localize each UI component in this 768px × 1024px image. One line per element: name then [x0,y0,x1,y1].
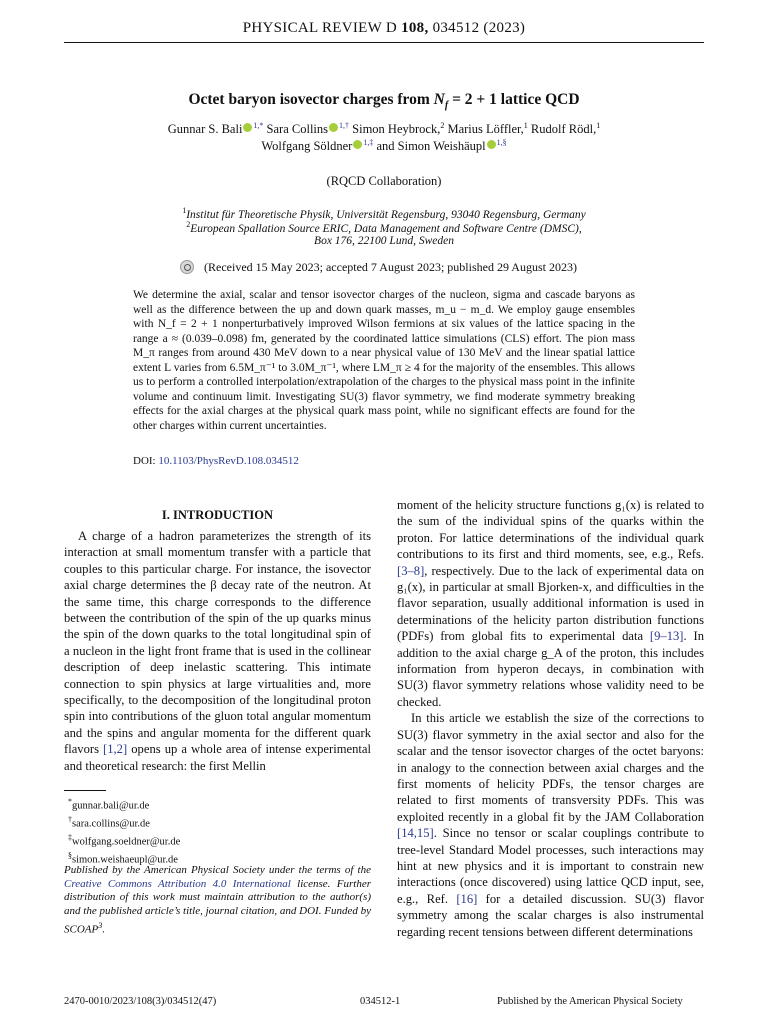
author-sup: 2 [440,121,445,130]
affiliation-text: Institut für Theoretische Physik, Universität Regensburg, 93040 Regensburg, Germany [186,208,586,221]
right-text: . In addition to the axial charge g_A of the proton, this includes information from hyperon decays, in combination with SU(3) flavor symmetry relations whose validity need to be checked. [397,629,704,709]
footnote-mark: * [68,797,72,806]
journal-header [0,20,768,37]
doi-label: DOI: [133,455,159,467]
article-number: 034512 (2023) [428,20,526,36]
footnotes [68,795,180,867]
intro-paragraph: A charge of a hadron parameterizes the strength of its interaction at small momentum transfer with a particle that couples to this particular charge. For instance, the isovector axial charge determines the β decay rate of the neutron. At the same time, this charge corresponds to the difference between the contribution of the spin of the up quarks minus the spin of the down quarks to the total longitudinal spin of a nucleon in the light front frame that is used in the collinear description of deep inelastic scattering. This intimate connection to spin physics at large virtualities and, more specifically, to the decomposition of the longitudinal proton spin into contributions of the gluon total angular momentum and the spins and angular momenta for the different quark flavors [64,529,371,757]
citation-link[interactable]: [9–13] [649,629,684,644]
author-bali[interactable]: Gunnar S. Bali [167,122,243,137]
author-loeffler: Marius Löffler, [447,122,524,137]
footnote-mark: § [68,851,72,860]
author-line-2 [64,138,704,154]
title-suffix: = 2 + 1 lattice QCD [448,91,580,108]
footnote-mark: ‡ [68,833,72,842]
orcid-icon[interactable] [353,140,362,149]
affiliation-2 [64,220,704,235]
citation-link[interactable]: [3–8] [397,563,425,578]
footnote-rule [64,790,106,791]
license-text: Published by the American Physical Society under the terms of the [64,864,371,876]
citation-link[interactable]: [14,15] [397,826,434,841]
author-sup[interactable]: 1,‡ [363,138,374,147]
abstract: We determine the axial, scalar and tensor isovector charges of the nucleon, sigma and cascade baryons as well as the difference between the up and down quark masses, m_u − m_d. We employ gauge ensembles with N_f = 2 + 1 nonperturbatively improved Wilson fermions at six values of the lattice spacing in the range a ≈ (0.039–0.098) fm, generated by the coordinated lattice simulations (CLS) effort. The pion mass M_π ranges from around 430 MeV down to a near physical value of 130 MeV and the linear spatial lattice extent L varies from 6.5M_π⁻¹ to 3.0M_π⁻¹, where LM_π ≥ 4 for the majority of the ensembles. This allows us to perform a controlled interpolation/extrapolation of the charges to the physical mass point in the infinite volume and continuum limit. Investigating SU(3) flavor symmetry, we find moderate symmetry breaking effects for the axial charges at the physical quark mass point, while no significant effects are found for the other charges within current uncertainties. [133,289,635,432]
author-soeldner[interactable]: Wolfgang Söldner [261,139,353,154]
doi-line [133,455,299,467]
right-text: for a detailed discussion. SU(3) flavor symmetry among the scalar charges is also instrumental regarding recent tensions between different determinations [397,891,704,939]
orcid-icon[interactable] [329,123,338,132]
license-link[interactable]: Creative Commons Attribution 4.0 International [64,877,291,890]
affiliation-sup: 2 [186,220,191,229]
doi-link[interactable]: 10.1103/PhysRevD.108.034512 [158,455,299,467]
footer-publisher: Published by the American Physical Society [497,996,683,1007]
orcid-icon[interactable] [487,140,496,149]
received-dates: (Received 15 May 2023; accepted 7 August 2023; published 29 August 2023) [204,260,577,274]
right-text: . Since no tensor or scalar couplings contribute to tree-level Standard Model processes, such interactions may hint at new physics and it is important to constrain new interactions (once discovered) using lattice QCD input, see, e.g., Ref. [397,826,704,906]
right-column-text [397,497,704,940]
footnote-email[interactable]: wolfgang.soeldner@ur.de [72,836,181,848]
citation-link[interactable]: [1,2] [103,742,128,757]
footer-issn: 2470-0010/2023/108(3)/034512(47) [64,996,217,1007]
license-sup: 3 [98,920,103,930]
license-text-2: license. Further distribution of this work must maintain attribution to the author(s) and the published article’s title, journal citation, and DOI. Funded by SCOAP [64,877,371,936]
license-notice [64,864,371,937]
footnote [68,831,180,849]
footnote-email[interactable]: gunnar.bali@ur.de [72,800,150,812]
journal-name: PHYSICAL REVIEW D [242,20,402,36]
author-heybrock: Simon Heybrock, [352,122,441,137]
title-text: Octet baryon isovector charges from [188,91,434,108]
section-heading: I. INTRODUCTION [161,508,274,522]
affiliation-text: European Spallation Source ERIC, Data Management and Software Centre (DMSC), [190,222,582,235]
right-text: , respectively. Due to the lack of experimental data on g₁(x), in particular at small Bjorken-x, and difficulties in the flavor separation, usually additional information is used in determinations of the helicity parton distribution functions (PDFs) from global fits to experimental data [397,563,704,644]
footnote-mark: † [68,815,72,824]
right-text: moment of the helicity structure functions g₁(x) is related to the sum of the individual spins of the quarks within the proton. For lattice determinations of the individual quark contributions to its first and third moments, see, e.g., Refs. [397,498,704,562]
author-sup[interactable]: 1,* [253,121,264,130]
intro-paragraph-end: opens up a whole area of intense experimental and theoretical research: the first Mellin [64,742,371,773]
author-collins[interactable]: Sara Collins [266,122,329,137]
affiliation-2-cont: Box 176, 22100 Lund, Sweden [314,235,454,247]
author-sup: 1 [523,121,528,130]
footnote [68,795,180,813]
affiliation-1 [64,206,704,221]
author-line-1 [64,121,704,137]
title-nf-sub: f [444,100,449,112]
footer-page: 034512-1 [360,996,401,1007]
author-weishaeupl[interactable]: and Simon Weishäupl [376,139,486,154]
left-column-text [64,528,371,774]
footnote-email[interactable]: sara.collins@ur.de [72,818,150,830]
affiliation-sup: 1 [182,206,187,215]
right-text: In this article we establish the size of the corrections to SU(3) flavor symmetry in the axial sector and also for the scalar and the tensor isovector charges of the octet baryons: in analogy to the connection between axial charges and the first moments of helicity PDFs, the tensor charges are related to first moments of transversity PDFs. This was exploited recently in a global fit by the JAM Collaboration [397,711,704,824]
header-rule [64,42,704,43]
citation-link[interactable]: [16] [456,891,478,906]
license-text-3: . [102,923,105,936]
author-sup[interactable]: 1,§ [496,138,507,147]
author-roedl: Rudolf Rödl, [530,122,597,137]
author-sup[interactable]: 1,† [339,121,350,130]
journal-volume: 108, [401,20,429,36]
check-for-updates-icon[interactable] [180,260,194,274]
author-sup: 1 [596,121,601,130]
collaboration: (RQCD Collaboration) [326,174,442,188]
title-nf: N [433,91,445,108]
right-paragraph-1 [397,497,704,710]
footnote-email[interactable]: simon.weishaeupl@ur.de [72,854,178,866]
footnote [68,813,180,831]
orcid-icon[interactable] [243,123,252,132]
paper-title [64,91,704,111]
right-paragraph-2 [397,710,704,940]
